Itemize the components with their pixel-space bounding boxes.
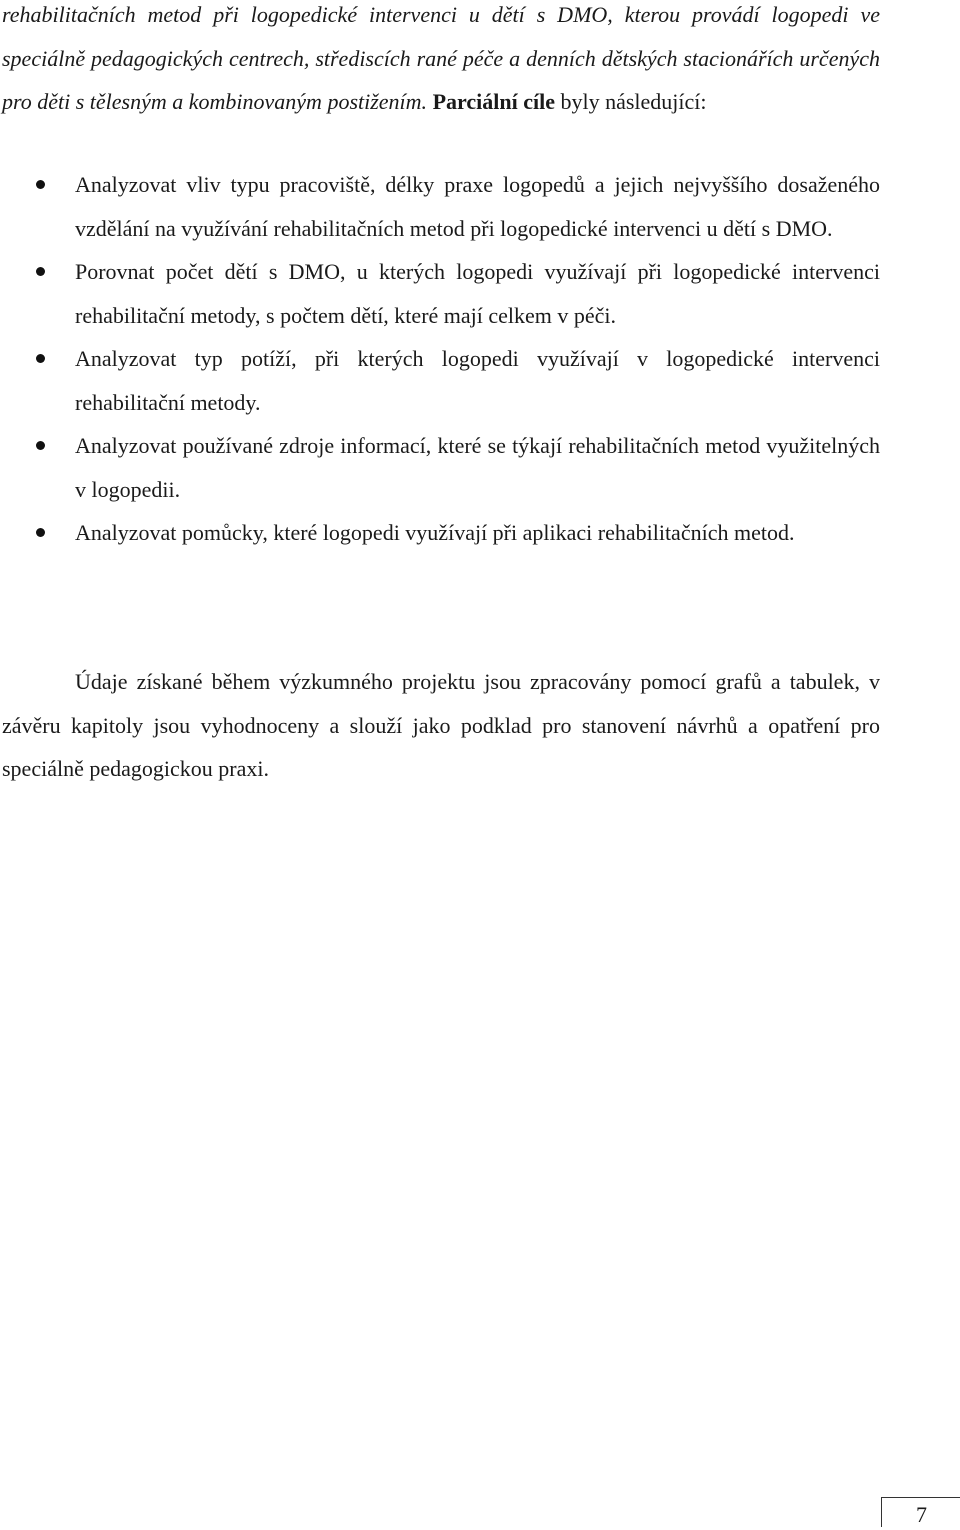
list-item — [0, 337, 880, 424]
goal-text: Porovnat počet dětí s DMO, u kterých logopedi využívají při logopedické intervenci rehabilitační metody, s počtem dětí, které mají celkem v péči. — [75, 259, 880, 328]
intro-paragraph — [2, 0, 880, 124]
partial-goals-list — [0, 163, 880, 555]
list-item — [0, 511, 880, 555]
bullet-icon — [36, 267, 45, 276]
list-item — [0, 424, 880, 511]
goal-text: Analyzovat používané zdroje informací, které se týkají rehabilitačních metod využitelných v logopedii. — [75, 433, 880, 502]
list-item — [0, 163, 880, 250]
goal-text: Analyzovat typ potíží, při kterých logopedi využívají v logopedické intervenci rehabilitační metody. — [75, 346, 880, 415]
partial-goals-heading: Parciální cíle — [432, 89, 555, 114]
bullet-icon — [36, 180, 45, 189]
intro-italic-text: rehabilitačních metod při logopedické intervenci u dětí s DMO, kterou provádí logopedi ve speciálně pedagogických centrech, střediscích rané péče a denních dětských stacionářích určených pro děti s tělesným a kombinovaným postižením. — [2, 2, 880, 114]
bullet-icon — [36, 441, 45, 450]
bullet-icon — [36, 528, 45, 537]
goal-text: Analyzovat vliv typu pracoviště, délky praxe logopedů a jejich nejvyššího dosaženého vzdělání na využívání rehabilitačních metod při logopedické intervenci u dětí s DMO. — [75, 172, 880, 241]
goal-text: Analyzovat pomůcky, které logopedi využívají při aplikaci rehabilitačních metod. — [75, 520, 795, 545]
page-number: 7 — [916, 1502, 927, 1527]
list-item — [0, 250, 880, 337]
summary-paragraph: Údaje získané během výzkumného projektu jsou zpracovány pomocí grafů a tabulek, v závěru kapitoly jsou vyhodnoceny a slouží jako podklad pro stanovení návrhů a opatření pro speciálně pedagogickou praxi. — [2, 669, 880, 781]
bullet-icon — [36, 354, 45, 363]
intro-rest-text: byly následující: — [560, 89, 707, 114]
